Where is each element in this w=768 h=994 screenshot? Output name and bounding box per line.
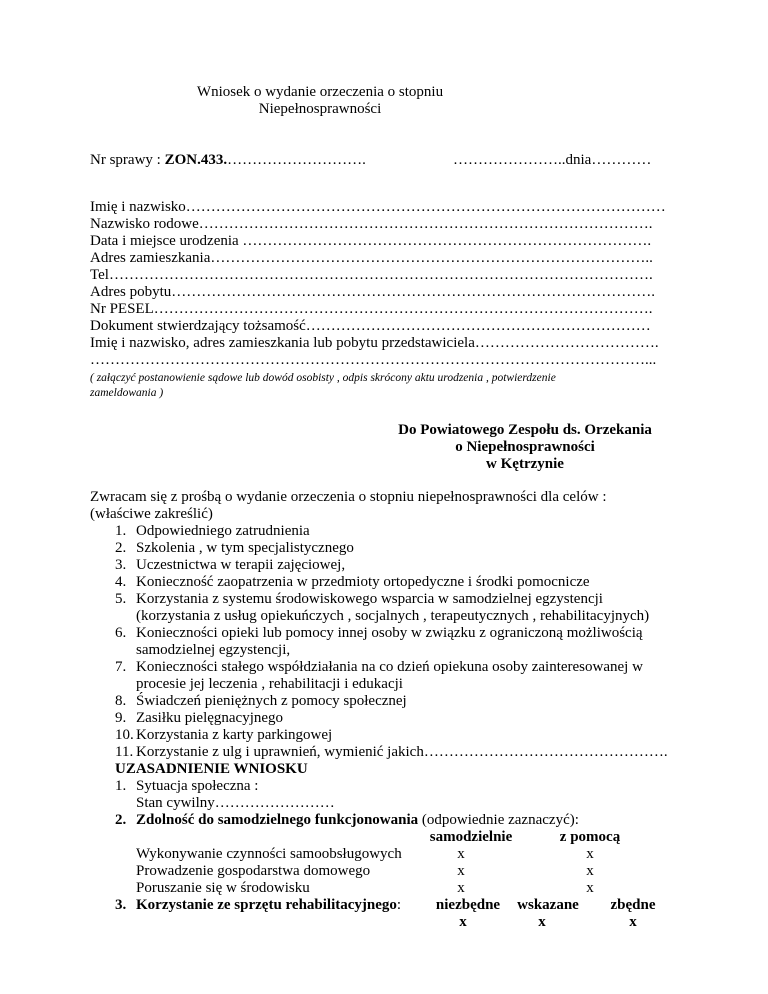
addressee-line1: Do Powiatowego Zespołu ds. Orzekania [398, 422, 652, 438]
mark-independent: x [457, 846, 465, 862]
field-full-name: Imię i nazwisko…………………………………………………………………………………… [90, 199, 666, 215]
field-maiden-name: Nazwisko rodowe………………………………………………………………………………. [90, 216, 653, 232]
mark-recommended: x [538, 914, 546, 930]
request-hint: (właściwe zakreślić) [90, 506, 213, 522]
unnecessary-column-header: zbędne [610, 897, 656, 913]
activity-row-label: Wykonywanie czynności samoobsługowych [136, 846, 402, 862]
rehab-equipment-title: 3. Korzystanie ze sprzętu rehabilitacyjnego: [115, 897, 402, 913]
date-place-dots: ………………….. [453, 152, 566, 168]
case-number-value: ZON.433. [164, 152, 228, 168]
field-birth-date-place: Data i miejsce urodzenia ………………………………………………………………………. [90, 233, 652, 249]
purpose-item: 6. Konieczności opieki lub pomocy innej osoby w związku z ograniczoną możliwością [115, 625, 643, 641]
mark-unnecessary: x [629, 914, 637, 930]
mark-with-help: x [586, 880, 594, 896]
field-pesel: Nr PESEL………………………………………………………………………………………. [90, 301, 653, 317]
document-title-line1: Wniosek o wydanie orzeczenia o stopniu [196, 84, 444, 100]
social-situation-title: 1. Sytuacja społeczna : [115, 778, 259, 794]
activity-row-label: Prowadzenie gospodarstwa domowego [136, 863, 371, 879]
purpose-item: 7. Konieczności stałego współdziałania na co dzień opiekuna osoby zainteresowanej w [115, 659, 643, 675]
marital-status-field: Stan cywilny…………………… [136, 795, 335, 811]
with-help-column-header: z pomocą [559, 829, 621, 845]
mark-independent: x [457, 880, 465, 896]
field-residence-address: Adres zamieszkania…………………………………………………………………………….. [90, 250, 653, 266]
document-title-line2: Niepełnosprawności [258, 101, 382, 117]
justification-heading: UZASADNIENIE WNIOSKU [115, 761, 308, 777]
date-label: dnia………… [565, 152, 652, 168]
addressee-line2: o Niepełnosprawności [455, 439, 595, 455]
mark-necessary: x [459, 914, 467, 930]
field-stay-address: Adres pobytu……………………………………………………………………………………. [90, 284, 655, 300]
attachment-note-line1: ( załączyć postanowienie sądowe lub dowód osobisty , odpis skrócony aktu urodzenia , potwierdzenie [90, 372, 556, 384]
purpose-item: 11. Korzystanie z ulg i uprawnień, wymienić jakich…………………………………………. [115, 744, 668, 760]
necessary-column-header: niezbędne [435, 897, 501, 913]
attachment-note-line2: zameldowania ) [90, 387, 164, 399]
independent-column-header: samodzielnie [429, 829, 513, 845]
purpose-item: 10. Korzystania z karty parkingowej [115, 727, 333, 743]
purpose-item: 1. Odpowiedniego zatrudnienia [115, 523, 310, 539]
field-representative: Imię i nazwisko, adres zamieszkania lub pobytu przedstawiciela………………………………. [90, 335, 659, 351]
case-number-line [90, 152, 366, 169]
purpose-item-continued: (korzystania z usług opiekuńczych , socjalnych , terapeutycznych , rehabilitacyjnych) [136, 608, 650, 624]
case-number-dots: ………………………. [227, 152, 366, 168]
recommended-column-header: wskazane [517, 897, 579, 913]
mark-with-help: x [586, 863, 594, 879]
purpose-item: 2. Szkolenia , w tym specjalistycznego [115, 540, 354, 556]
purpose-item: 8. Świadczeń pieniężnych z pomocy społecznej [115, 693, 407, 709]
field-phone: Tel………………………………………………………………………………………………. [90, 267, 653, 283]
independence-title: 2. Zdolność do samodzielnego funkcjonowania (odpowiednie zaznaczyć): [115, 812, 579, 828]
purpose-item: 9. Zasiłku pielęgnacyjnego [115, 710, 284, 726]
purpose-item: 4. Konieczność zaopatrzenia w przedmioty ortopedyczne i środki pomocnicze [115, 574, 590, 590]
addressee-line3: w Kętrzynie [486, 456, 564, 472]
purpose-item-continued: procesie jej leczenia , rehabilitacji i edukacji [136, 676, 403, 692]
mark-with-help: x [586, 846, 594, 862]
date-line [453, 152, 651, 169]
activity-row-label: Poruszanie się w środowisku [136, 880, 310, 896]
purpose-item: 3. Uczestnictwa w terapii zajęciowej, [115, 557, 346, 573]
purpose-item: 5. Korzystania z systemu środowiskowego wsparcia w samodzielnej egzystencji [115, 591, 603, 607]
field-id-document: Dokument stwierdzający tożsamość…………………………………………………………… [90, 318, 651, 334]
field-representative-continued: …………………………………………………………………………………………………... [90, 352, 657, 368]
mark-independent: x [457, 863, 465, 879]
case-number-label: Nr sprawy : [90, 152, 165, 168]
purpose-item-continued: samodzielnej egzystencji, [136, 642, 291, 658]
request-intro: Zwracam się z prośbą o wydanie orzeczenia o stopniu niepełnosprawności dla celów : [90, 489, 607, 505]
